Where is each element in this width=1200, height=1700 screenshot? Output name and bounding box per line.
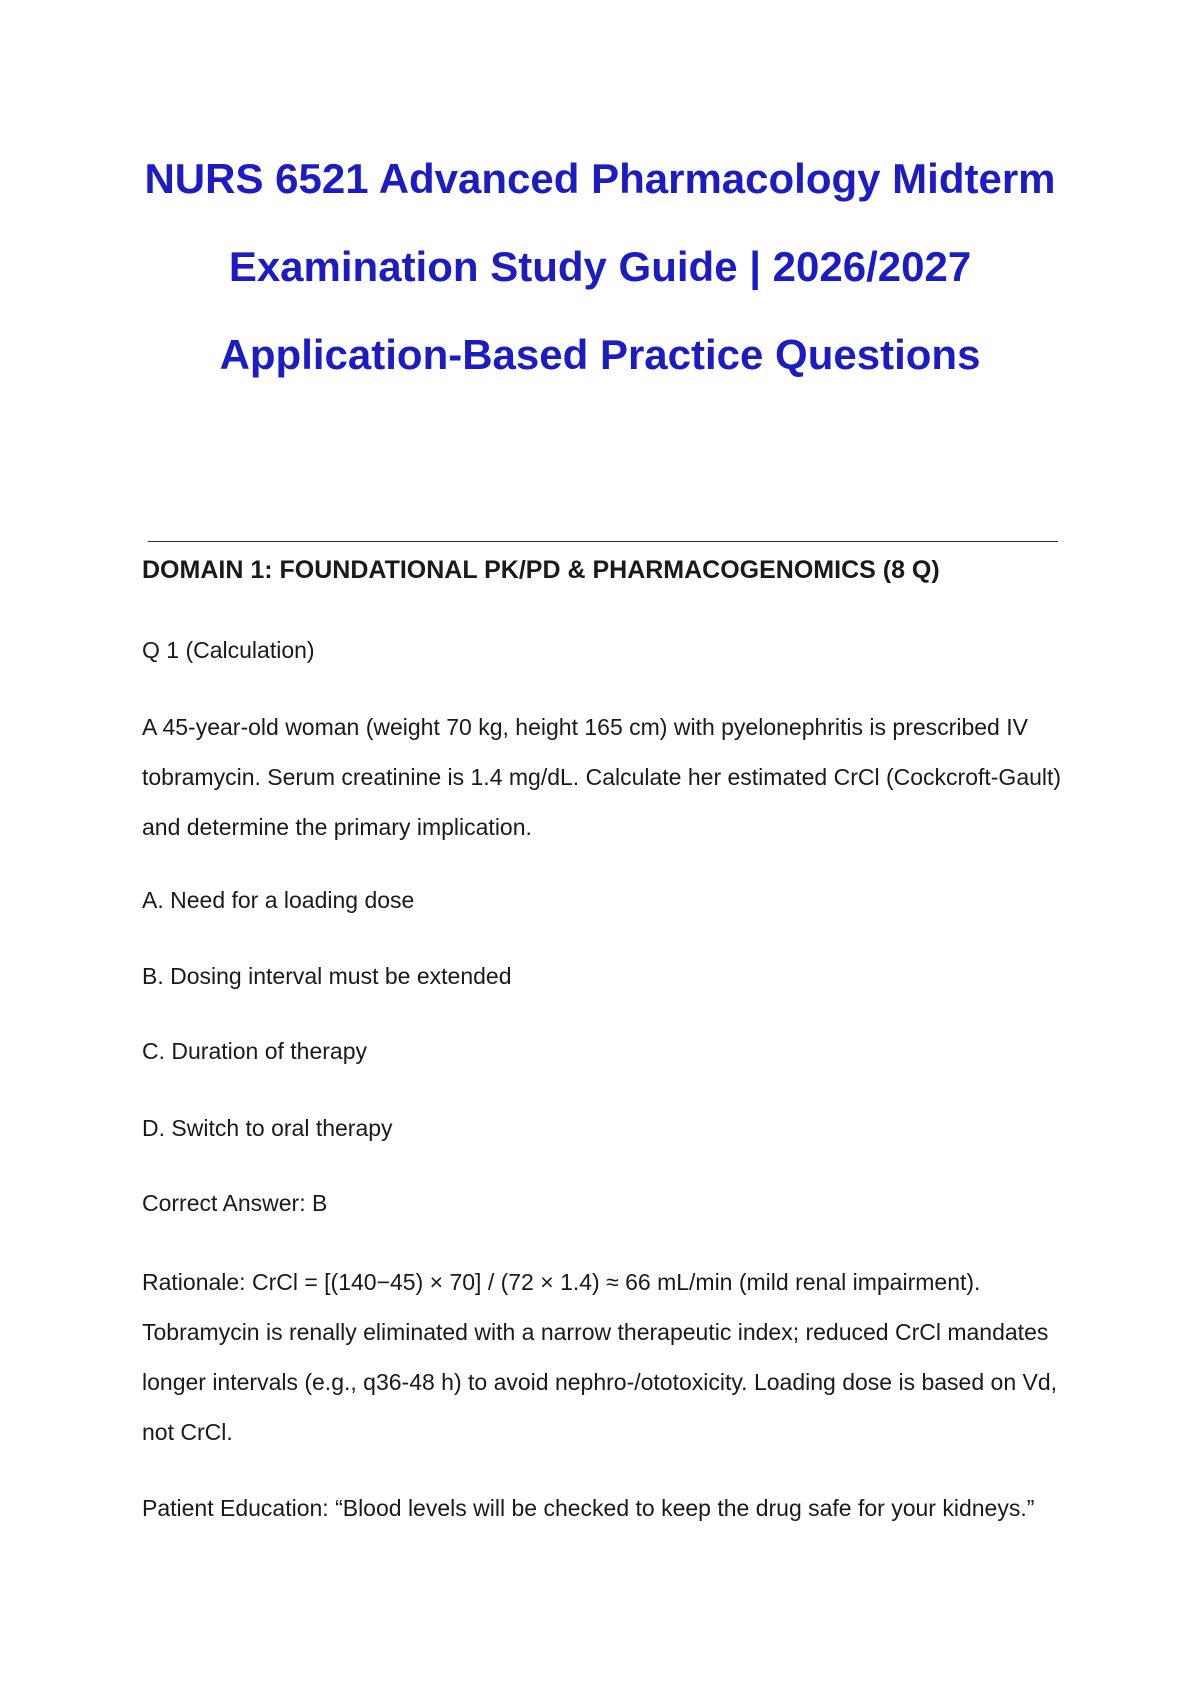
- horizontal-divider: [148, 541, 1058, 542]
- question-stem: A 45-year-old woman (weight 70 kg, height 165 cm) with pyelonephritis is prescribed IV tobramycin. Serum creatinine is 1.4 mg/dL. Calculate her estimated CrCl (Cockcroft-Gault) and determine the primary implication.: [142, 714, 1062, 840]
- option-c: C. Duration of therapy: [142, 1038, 368, 1064]
- option-b: B. Dosing interval must be extended: [142, 963, 512, 989]
- rationale-text: Rationale: CrCl = [(140−45) × 70] / (72 × 1.4) ≈ 66 mL/min (mild renal impairment). Tobramycin is renally eliminated with a narrow therapeutic index; reduced CrCl mandates longer intervals (e.g., q36-48 h) to avoid nephro-/ototoxicity. Loading dose is based on Vd, not CrCl.: [142, 1269, 1058, 1445]
- question-section: [142, 550, 1062, 1521]
- patient-education-text: Patient Education: “Blood levels will be checked to keep the drug safe for your kidneys.”: [142, 1495, 1035, 1521]
- domain-heading: DOMAIN 1: FOUNDATIONAL PK/PD & PHARMACOGENOMICS (8 Q): [142, 556, 940, 584]
- document-title: [100, 135, 1100, 399]
- title-line-3: Application-Based Practice Questions: [219, 331, 981, 378]
- option-a: A. Need for a loading dose: [142, 887, 415, 913]
- title-line-2: Examination Study Guide | 2026/2027: [228, 243, 972, 290]
- question-label: Q 1 (Calculation): [142, 637, 315, 663]
- option-d: D. Switch to oral therapy: [142, 1115, 393, 1141]
- title-line-1: NURS 6521 Advanced Pharmacology Midterm: [144, 155, 1056, 202]
- correct-answer: Correct Answer: B: [142, 1190, 328, 1216]
